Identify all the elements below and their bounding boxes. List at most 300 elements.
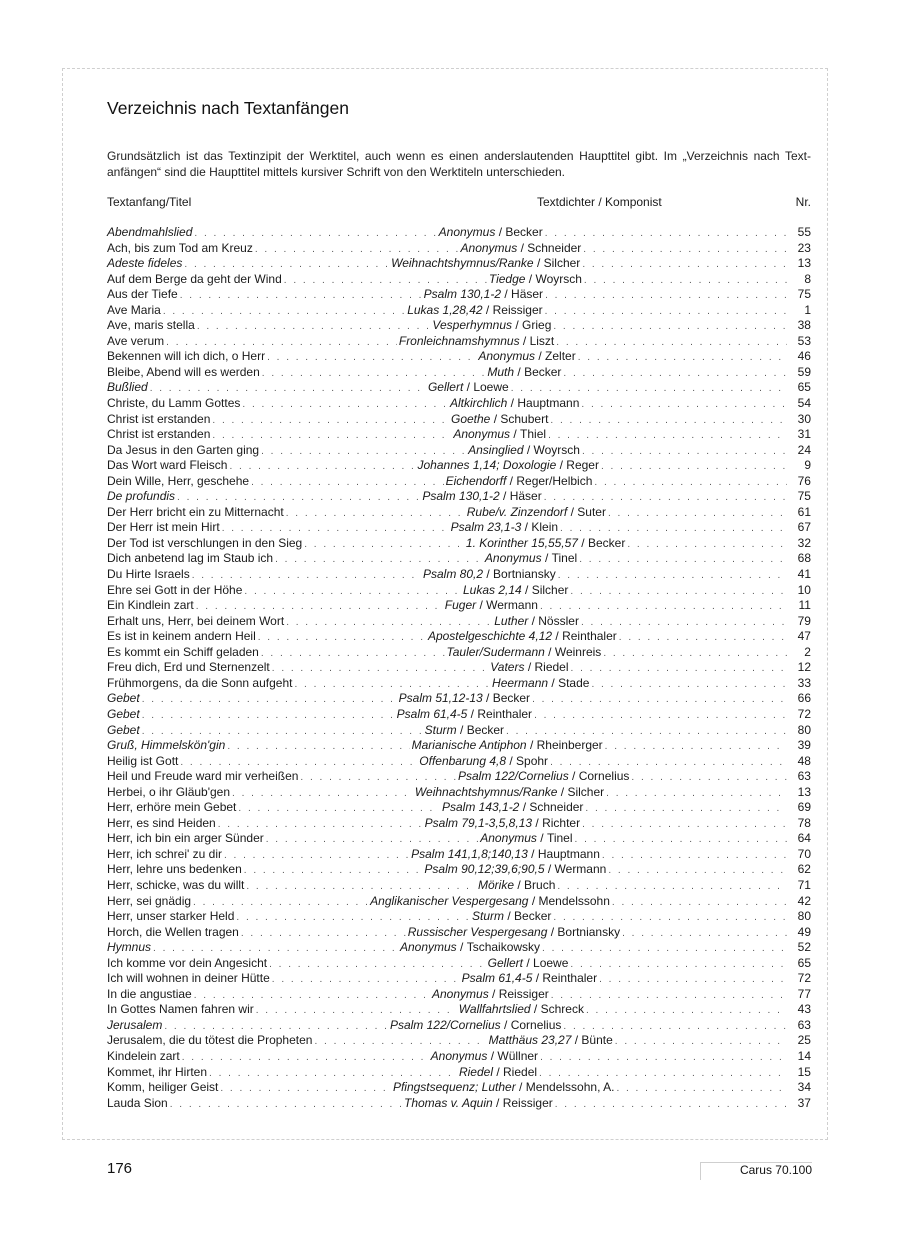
separator: / (536, 831, 547, 846)
dot-leader (224, 848, 409, 864)
dot-leader (300, 770, 456, 786)
dot-leader (258, 630, 426, 646)
entry-title: Es ist in keinem andern Heil (107, 629, 256, 644)
list-item (107, 1018, 811, 1034)
dot-leader (275, 552, 483, 568)
entry-composer: Tschaikowsky (466, 940, 541, 955)
separator: / (521, 582, 532, 597)
list-item (107, 1080, 811, 1096)
entry-text-author: Psalm 130,1-2 (423, 287, 502, 302)
entry-composer: Riedel (534, 660, 569, 675)
entry-number: 67 (797, 520, 811, 535)
entry-text-author: Psalm 80,2 (422, 567, 483, 582)
dot-leader (615, 1034, 787, 1050)
dot-leader (540, 1050, 787, 1066)
entry-composer: Becker (505, 225, 543, 239)
entry-number: 25 (797, 1033, 811, 1048)
dot-leader (194, 226, 436, 242)
entry-number: 65 (797, 955, 811, 970)
list-item (107, 925, 811, 941)
separator: / (525, 271, 536, 286)
dot-leader (166, 335, 397, 351)
entry-number: 52 (797, 940, 811, 955)
entry-text-author: Rube/v. Zinzendorf (466, 504, 568, 519)
separator: / (495, 225, 506, 239)
dot-leader (241, 926, 406, 942)
dot-leader (553, 910, 787, 926)
dot-leader (272, 972, 460, 988)
separator: / (552, 629, 563, 644)
entry-number: 33 (797, 675, 811, 690)
separator: / (548, 675, 559, 690)
entry-number: 43 (797, 1002, 812, 1017)
list-item (107, 785, 811, 801)
entry-composer: Wüllner (497, 1048, 539, 1063)
dot-leader (212, 428, 451, 444)
separator: / (488, 986, 499, 1001)
entry-text-author: Lukas 1,28,42 (407, 302, 483, 317)
entry-text-author: Offenbarung 4,8 (419, 753, 507, 768)
entry-text-author: Sturm (424, 722, 457, 737)
entry-composer: Reinthaler (562, 629, 617, 644)
entry-title: Herr, lehre uns bedenken (107, 862, 242, 877)
entry-text-author: Muth (487, 364, 515, 379)
list-item (107, 318, 811, 334)
entry-number: 12 (797, 660, 811, 675)
list-item (107, 365, 811, 381)
separator: / (571, 1033, 582, 1048)
entry-title: Christ ist erstanden (107, 411, 211, 426)
dot-leader (177, 490, 420, 506)
page-number: 176 (107, 1160, 133, 1177)
list-item (107, 987, 811, 1003)
entry-title: Ich will wohnen in deiner Hütte (107, 971, 270, 986)
entry-number: 75 (797, 489, 811, 504)
dot-leader (180, 755, 417, 771)
dot-leader (602, 848, 787, 864)
dot-leader (570, 584, 787, 600)
dot-leader (209, 1066, 457, 1082)
list-item (107, 520, 811, 536)
entry-text-author: Psalm 143,1-2 (441, 800, 520, 815)
dot-leader (560, 521, 787, 537)
page-title: Verzeichnis nach Textanfängen (107, 98, 349, 118)
list-item (107, 1002, 811, 1018)
dot-leader (556, 335, 787, 351)
list-item (107, 1033, 811, 1049)
entry-title: Dich anbetend lag im Staub ich (107, 551, 274, 566)
entry-text-author: Ansinglied (468, 442, 524, 457)
separator: / (490, 411, 501, 426)
dot-leader (262, 366, 486, 382)
separator: / (541, 551, 552, 566)
list-item (107, 536, 811, 552)
dot-leader (616, 1081, 787, 1097)
separator: / (519, 800, 530, 815)
entry-number: 53 (797, 333, 811, 348)
entry-title: Herbei, o ihr Gläub'gen (107, 784, 231, 799)
entry-number: 70 (797, 846, 811, 861)
separator: / (527, 846, 538, 861)
list-item (107, 614, 811, 630)
entry-composer: Suter (577, 504, 606, 519)
dot-leader (242, 397, 448, 413)
dot-leader (570, 957, 787, 973)
dot-leader (196, 599, 443, 615)
dot-leader (197, 319, 431, 335)
entry-title: Herr, ich schrei' zu dir (107, 846, 222, 861)
dot-leader (182, 1050, 429, 1066)
entry-text-author: Psalm 51,12-13 (398, 691, 483, 706)
dot-leader (314, 1034, 486, 1050)
entry-text-author: Luther (494, 613, 529, 628)
entry-text-author: Gellert (487, 955, 524, 970)
list-item (107, 723, 811, 739)
separator: / (530, 1002, 541, 1017)
dot-leader (272, 661, 488, 677)
dot-leader (540, 599, 787, 615)
separator: / (532, 815, 543, 830)
entry-title: Jerusalem (107, 1017, 163, 1032)
dot-leader (229, 459, 415, 475)
entry-composer: Silcher (543, 256, 581, 271)
dot-leader (150, 381, 426, 397)
entry-text-author: Psalm 23,1-3 (450, 520, 522, 535)
dot-leader (550, 413, 787, 429)
entry-composer: Zelter (545, 349, 576, 364)
entry-text-author: Gellert (427, 380, 464, 395)
dot-leader (286, 506, 465, 522)
entry-composer: Hauptmann (517, 396, 580, 411)
entry-text-author: Vesperhymnus (432, 318, 513, 333)
entry-title: Der Herr bricht ein zu Mitternacht (107, 504, 284, 519)
entry-number: 42 (797, 893, 811, 908)
dot-leader (163, 304, 405, 320)
separator: / (544, 862, 555, 877)
entry-number: 39 (797, 738, 811, 753)
dot-leader (583, 242, 787, 258)
entry-title: Der Herr ist mein Hirt (107, 520, 220, 535)
entry-number: 15 (797, 1064, 811, 1079)
list-item (107, 349, 811, 365)
list-item (107, 800, 811, 816)
list-item (107, 303, 811, 319)
dot-leader (511, 381, 787, 397)
entry-text-author: Fuger (444, 598, 477, 613)
separator: / (524, 660, 535, 675)
dot-leader (532, 692, 787, 708)
dot-leader (304, 537, 464, 553)
dot-leader (192, 568, 421, 584)
entry-composer: Liszt (529, 333, 555, 348)
entry-composer: Cornelius (578, 769, 630, 784)
entry-title: Komm, heiliger Geist (107, 1080, 219, 1095)
separator: / (467, 706, 478, 721)
list-item (107, 583, 811, 599)
dot-leader (544, 490, 787, 506)
separator: / (514, 364, 525, 379)
header-number: Nr. (795, 195, 811, 209)
entry-number: 48 (797, 753, 811, 768)
dot-leader (246, 879, 476, 895)
dot-leader (581, 615, 787, 631)
entry-text-author: Anonymus (478, 349, 536, 364)
entry-text-author: Johannes 1,14; Doxologie (417, 458, 557, 473)
dot-leader (578, 350, 787, 366)
entry-title: Herr, sei gnädig (107, 893, 192, 908)
list-item (107, 629, 811, 645)
entry-title: Kindelein zart (107, 1048, 180, 1063)
separator: / (492, 1095, 503, 1110)
dot-leader (563, 366, 787, 382)
separator: / (523, 955, 534, 970)
dot-leader (548, 428, 787, 444)
entry-text-author: Anonymus (432, 986, 489, 1001)
separator: / (493, 1064, 504, 1079)
list-item (107, 458, 811, 474)
dot-leader (212, 413, 449, 429)
list-item (107, 909, 811, 925)
dot-leader (227, 739, 409, 755)
column-headers (107, 195, 811, 211)
entry-text-author: Mörike (477, 877, 514, 892)
entry-number: 77 (797, 986, 811, 1001)
entry-text-author: Psalm 141,1,8;140,13 (411, 846, 528, 861)
entry-composer: Reissiger (502, 1095, 553, 1110)
entry-text-author: Tiedge (488, 271, 526, 286)
entry-title: Christe, du Lamm Gottes (107, 396, 241, 411)
entry-number: 59 (797, 364, 812, 379)
entry-composer: Schubert (500, 411, 549, 426)
entry-composer: Tinel (546, 831, 573, 846)
entry-composer: Bruch (524, 877, 556, 892)
separator: / (533, 256, 544, 271)
entry-title: Herr, unser starker Held (107, 909, 235, 924)
entry-composer: Reinthaler (477, 706, 533, 721)
list-item (107, 956, 811, 972)
entry-text-author: Anonymus (399, 940, 457, 955)
entry-composer: Woyrsch (535, 271, 582, 286)
entry-composer: Richter (542, 815, 581, 830)
dot-leader (612, 895, 787, 911)
entry-title: Frühmorgens, da die Sonn aufgeht (107, 675, 293, 690)
entry-text-author: Psalm 79,1-3,5,8,13 (424, 815, 533, 830)
entry-composer: Reger (566, 458, 599, 473)
entry-title: In die angustiae (107, 986, 192, 1001)
entry-title: Heilig ist Gott (107, 753, 179, 768)
entry-text-author: Anonymus (460, 240, 518, 255)
entry-text-author: Wallfahrtslied (458, 1002, 531, 1017)
entry-composer: Spohr (516, 753, 549, 768)
entry-number: 75 (797, 287, 811, 302)
separator: / (514, 877, 525, 892)
list-item (107, 645, 811, 661)
entry-composer: Reinthaler (542, 971, 598, 986)
dot-leader (585, 801, 787, 817)
entry-number: 62 (797, 862, 811, 877)
entry-number: 1 (804, 302, 811, 317)
separator: / (510, 427, 521, 442)
entry-title: Bleibe, Abend will es werden (107, 364, 260, 379)
entry-text-author: Psalm 122/Cornelius (389, 1017, 501, 1032)
entry-text-author: Weihnachtshymnus/Ranke (414, 784, 558, 799)
entry-title: Christ ist erstanden (107, 427, 211, 442)
entry-number: 78 (797, 815, 811, 830)
entry-title: Ich komme vor dein Angesicht (107, 955, 268, 970)
entry-composer: Häser (511, 287, 544, 302)
entry-title: Jerusalem, die du tötest die Propheten (107, 1033, 313, 1048)
entry-title: Erhalt uns, Herr, bei deinem Wort (107, 613, 285, 628)
dot-leader (251, 475, 444, 491)
list-item (107, 1049, 811, 1065)
entry-number: 63 (797, 1017, 811, 1032)
entry-number: 30 (797, 411, 811, 426)
dot-leader (193, 895, 368, 911)
dot-leader (571, 661, 787, 677)
entry-composer: Klein (531, 520, 559, 535)
dot-leader (256, 1003, 457, 1019)
list-item (107, 380, 811, 396)
dot-leader (608, 863, 787, 879)
separator: / (506, 753, 517, 768)
entry-text-author: Psalm 61,4-5 (396, 706, 468, 721)
entry-composer: Wermann (554, 862, 607, 877)
entry-text-author: Sturm (472, 909, 505, 924)
entry-text-author: Fronleichnamshymnus (398, 333, 520, 348)
dot-leader (294, 677, 490, 693)
dot-leader (142, 708, 395, 724)
dot-leader (579, 552, 787, 568)
dot-leader (557, 879, 787, 895)
dot-leader (222, 521, 449, 537)
list-item (107, 396, 811, 412)
entry-title: Gebet (107, 691, 140, 706)
entry-title: Herr, ich bin ein arger Sünder (107, 831, 264, 846)
entry-number: 72 (797, 706, 811, 721)
entry-composer: Schneider (529, 800, 584, 815)
entry-number: 31 (797, 427, 811, 442)
entry-title: Ehre sei Gott in der Höhe (107, 582, 243, 597)
dot-leader (153, 941, 398, 957)
entry-composer: Mendelssohn, A. (525, 1080, 615, 1095)
entry-composer: Becker (587, 535, 626, 550)
header-author-composer: Textdichter / Komponist (537, 195, 662, 209)
entry-composer: Loewe (473, 380, 509, 395)
entry-number: 32 (797, 535, 811, 550)
list-item (107, 489, 811, 505)
entry-composer: Nössler (538, 613, 579, 628)
dot-leader (220, 1081, 391, 1097)
dot-leader (603, 646, 787, 662)
entry-title: Du Hirte Israels (107, 567, 190, 582)
entry-composer: Mendelssohn (538, 893, 610, 908)
entry-composer: Reissiger (498, 986, 549, 1001)
entry-text-author: Altkirchlich (449, 396, 508, 411)
entry-text-author: Eichendorff (445, 473, 507, 488)
list-item (107, 878, 811, 894)
entry-composer: Wermann (486, 598, 538, 613)
entry-title: Gruß, Himmelskön'gin (107, 738, 226, 753)
entry-text-author: Anonymus (484, 551, 542, 566)
list-item (107, 971, 811, 987)
entry-title: Kommet, ihr Hirten (107, 1064, 208, 1079)
entry-composer: Silcher (531, 582, 569, 597)
entry-number: 13 (797, 256, 811, 271)
list-item (107, 287, 811, 303)
entry-text-author: Anonymus (438, 225, 496, 239)
entry-number: 13 (797, 784, 812, 799)
dot-leader (582, 257, 787, 273)
dot-leader (631, 770, 787, 786)
entry-composer: Weinreis (554, 644, 602, 659)
dot-leader (236, 910, 470, 926)
entry-number: 34 (797, 1080, 811, 1095)
separator: / (500, 1017, 511, 1032)
entry-composer: Cornelius (510, 1017, 562, 1032)
entry-composer: Stade (558, 675, 590, 690)
entry-composer: Hauptmann (537, 846, 600, 861)
entry-number: 65 (797, 380, 811, 395)
entry-composer: Woyrsch (533, 442, 580, 457)
entry-composer: Loewe (533, 955, 569, 970)
entry-number: 8 (804, 271, 811, 286)
entry-text-author: Psalm 130,1-2 (422, 489, 500, 504)
separator: / (487, 1048, 498, 1063)
dot-leader (605, 739, 787, 755)
dot-leader (218, 817, 423, 833)
dot-leader (599, 972, 787, 988)
entry-title: Abendmahlslied (107, 225, 193, 239)
entry-text-author: Anglikanischer Vespergesang (370, 893, 529, 908)
separator: / (568, 769, 579, 784)
list-item (107, 769, 811, 785)
entry-text-author: Marianische Antiphon (411, 738, 527, 753)
dot-leader (232, 786, 413, 802)
dot-leader (575, 832, 787, 848)
dot-leader (555, 1097, 787, 1113)
list-item (107, 567, 811, 583)
entry-number: 11 (798, 598, 811, 613)
list-item (107, 738, 811, 754)
separator: / (512, 318, 523, 333)
dot-leader (184, 257, 389, 273)
index-list (107, 225, 811, 1111)
separator: / (528, 893, 539, 908)
dot-leader (545, 226, 787, 242)
entry-composer: Becker (524, 364, 562, 379)
entry-number: 55 (797, 225, 811, 239)
entry-number: 69 (797, 800, 811, 815)
list-item (107, 847, 811, 863)
entry-text-author: Psalm 122/Cornelius (457, 769, 569, 784)
entry-text-author: Anonymus (453, 427, 511, 442)
entry-title: Auf dem Berge da geht der Wind (107, 271, 282, 286)
separator: / (463, 380, 474, 395)
entry-title: Es kommt ein Schiff geladen (107, 644, 259, 659)
dot-leader (164, 1019, 388, 1035)
dot-leader (581, 397, 787, 413)
list-item (107, 754, 811, 770)
separator: / (532, 971, 543, 986)
intro-paragraph: Grundsätzlich ist das Textinzipit der Werktitel, auch wenn es einen anderslautenden Haupttitel gibt. Im „Verzeichnis nach Textanfängen“ sind die Haupttitel mittels kursiver Schrift von den Werktiteln unterschieden. (107, 149, 811, 179)
entry-composer: Riedel (503, 1064, 538, 1079)
entry-number: 10 (797, 582, 811, 597)
entry-text-author: Anonymus (430, 1048, 488, 1063)
entry-number: 2 (804, 644, 811, 659)
entry-text-author: Riedel (458, 1064, 493, 1079)
list-item (107, 676, 811, 692)
list-item (107, 225, 811, 241)
